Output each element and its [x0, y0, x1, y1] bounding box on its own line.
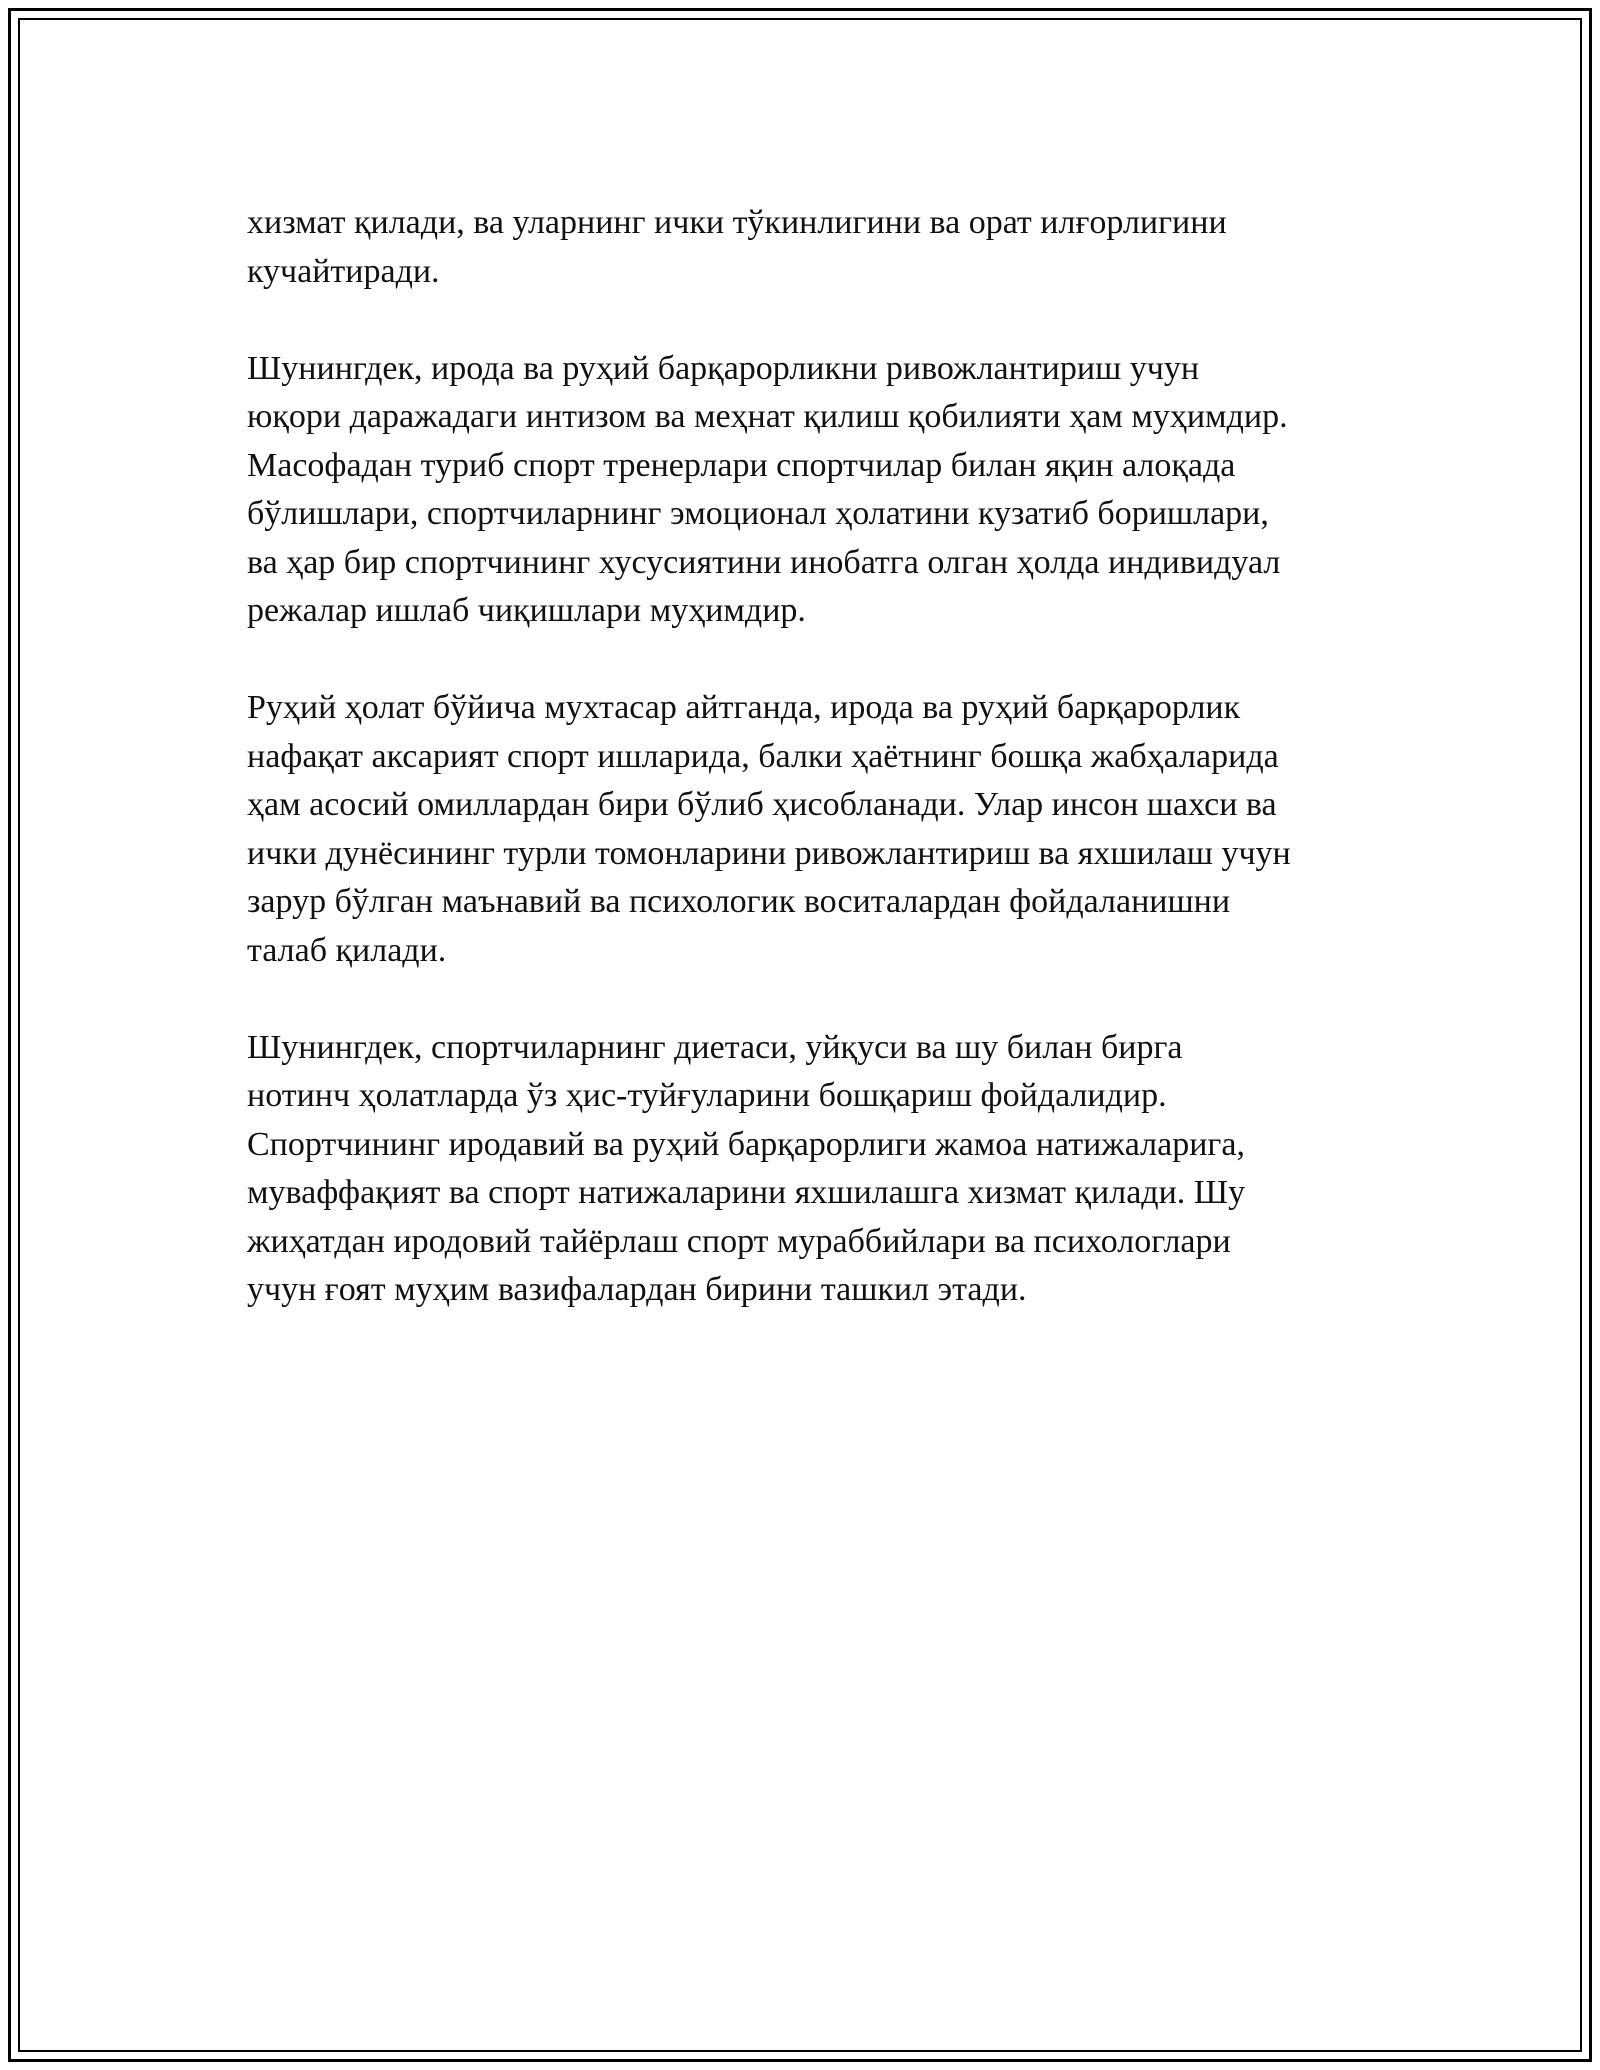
page-frame [8, 8, 1592, 2062]
document-body [247, 199, 1407, 1315]
paragraph-4: Шунингдек, спортчиларнинг диетаси, уйқуси ва шу билан бирга нотинч ҳолатларда ўз ҳис-туйғуларини бошқариш фойдалидир. Спортчининг иродавий ва руҳий барқарорлиги жамоа натижаларига, муваффақият ва спорт натижаларини яхшилашга хизмат қилади. Шу жиҳатдан иродовий тайёрлаш спорт мураббийлари ва психологлари учун ғоят муҳим вазифалардан бирини ташкил этади. [247, 1028, 1246, 1308]
paragraph-2: Шунингдек, ирода ва руҳий барқарорликни ривожлантириш учун юқори даражадаги интизом ва меҳнат қилиш қобилияти ҳам муҳимдир. Масофадан туриб спорт тренерлари спортчилар билан яқин алоқада бўлишлари, спортчиларнинг эмоционал ҳолатини кузатиб боришлари, ва ҳар бир спортчининг хусусиятини инобатга олган ҳолда индивидуал режалар ишлаб чиқишлари муҳимдир. [247, 349, 1288, 629]
paragraph-3: Руҳий ҳолат бўйича мухтасар айтганда, ирода ва руҳий барқарорлик нафақат аксарият спорт ишларида, балки ҳаётнинг бошқа жабҳаларида ҳам асосий омиллардан бири бўлиб ҳисобланади. Улар инсон шахси ва ички дунёсининг турли томонларини ривожлантириш ва яхшилаш учун зарур бўлган маънавий ва психологик воситалардан фойдаланишни талаб қилади. [247, 689, 1291, 969]
paragraph-1: хизмат қилади, ва уларнинг ички тўкинлигини ва орат илғорлигини кучайтиради. [247, 204, 1227, 290]
